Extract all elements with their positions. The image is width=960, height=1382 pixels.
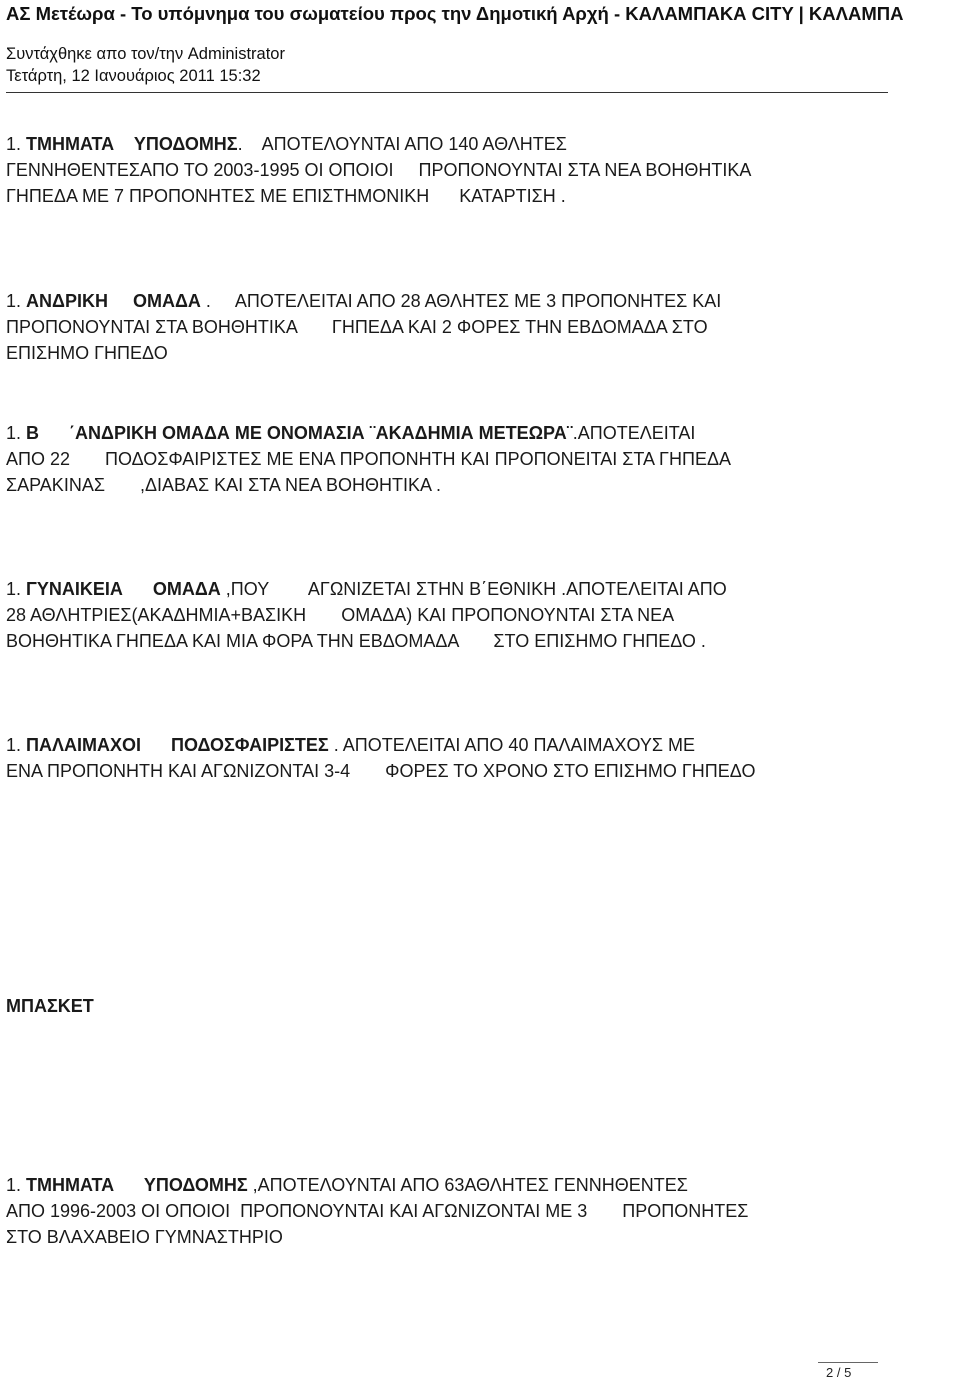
- section-academy-team: [6, 420, 906, 498]
- section-heading: ΤΜΗΜΑΤΑ ΥΠΟΔΟΜΗΣ: [26, 134, 238, 154]
- header-divider: [6, 92, 888, 93]
- document-header: [6, 0, 960, 96]
- paragraph-line: [6, 183, 906, 209]
- line-text: ,ΑΠΟΤΕΛΟΥΝΤΑΙ ΑΠΟ 63ΑΘΛΗΤΕΣ ΓΕΝΝΗΘΕΝΤΕΣ: [247, 1175, 688, 1195]
- paragraph-line: [6, 628, 906, 654]
- date-line: Τετάρτη, 12 Ιανουάριος 2011 15:32: [6, 67, 261, 85]
- paragraph-line: [6, 157, 906, 183]
- line-text: ΕΝΑ ΠΡΟΠΟΝΗΤΗ ΚΑΙ ΑΓΩΝΙΖΟΝΤΑΙ 3-4 ΦΟΡΕΣ ΤΟ ΧΡΟΝΟ ΣΤΟ ΕΠΙΣΗΜΟ ΓΗΠΕΔΟ: [6, 761, 756, 781]
- section-heading: ΠΑΛΑΙΜΑΧΟΙ ΠΟΔΟΣΦΑΙΡΙΣΤΕΣ: [26, 735, 329, 755]
- list-number: 1.: [6, 423, 27, 443]
- paragraph-line: [6, 288, 906, 314]
- paragraph-line: [6, 420, 906, 446]
- section-heading: ΓΥΝΑΙΚΕΙΑ ΟΜΑΔΑ: [26, 579, 221, 599]
- line-text: ΑΠΟ 22 ΠΟΔΟΣΦΑΙΡΙΣΤΕΣ ΜΕ ΕΝΑ ΠΡΟΠΟΝΗΤΗ ΚΑΙ ΠΡΟΠΟΝΕΙΤΑΙ ΣΤΑ ΓΗΠΕΔΑ: [6, 449, 732, 469]
- page-number: 2 / 5: [826, 1365, 852, 1380]
- paragraph-line: [6, 340, 906, 366]
- paragraph-line: [6, 576, 906, 602]
- paragraph-line: [6, 1172, 906, 1198]
- line-text: ΓΕΝΝΗΘΕΝΤΕΣΑΠΟ ΤΟ 2003-1995 ΟΙ ΟΠΟΙΟΙ ΠΡΟΠΟΝΟΥΝΤΑΙ ΣΤΑ ΝΕΑ ΒΟΗΘΗΤΙΚΑ: [6, 160, 752, 180]
- section-heading: ΤΜΗΜΑΤΑ ΥΠΟΔΟΜΗΣ: [26, 1175, 248, 1195]
- paragraph-line: [6, 602, 906, 628]
- line-text: 28 ΑΘΛΗΤΡΙΕΣ(ΑΚΑΔΗΜΙΑ+ΒΑΣΙΚΗ ΟΜΑΔΑ) ΚΑΙ ΠΡΟΠΟΝΟΥΝΤΑΙ ΣΤΑ ΝΕΑ: [6, 605, 675, 625]
- line-text: . ΑΠΟΤΕΛΕΙΤΑΙ ΑΠΟ 40 ΠΑΛΑΙΜΑΧΟΥΣ ΜΕ: [328, 735, 696, 755]
- document-title: ΑΣ Μετέωρα - Το υπόμνημα του σωματείου προς την Δημοτική Αρχή - ΚΑΛΑΜΠΑΚΑ CITY | ΚΑΛΑΜΠΑ: [6, 3, 904, 24]
- paragraph-line: [6, 472, 906, 498]
- list-number: 1.: [6, 1175, 27, 1195]
- section-basketball-infrastructure: [6, 1172, 906, 1250]
- section-heading: Β ΄ΑΝΔΡΙΚΗ ΟΜΑΔΑ ΜΕ ΟΝΟΜΑΣΙΑ ¨ΑΚΑΔΗΜΙΑ ΜΕΤΕΩΡΑ¨: [26, 423, 573, 443]
- paragraph-line: [6, 131, 906, 157]
- author-line: Συντάχθηκε απο τον/την Administrator: [6, 45, 285, 63]
- section-infrastructure-football: [6, 131, 906, 209]
- line-text: ΕΠΙΣΗΜΟ ΓΗΠΕΔΟ: [6, 343, 168, 363]
- line-text: ,ΠΟΥ ΑΓΩΝΙΖΕΤΑΙ ΣΤΗΝ Β΄ΕΘΝΙΚΗ .ΑΠΟΤΕΛΕΙΤΑΙ ΑΠΟ: [220, 579, 727, 599]
- line-text: ΓΗΠΕΔΑ ΜΕ 7 ΠΡΟΠΟΝΗΤΕΣ ΜΕ ΕΠΙΣΤΗΜΟΝΙΚΗ ΚΑΤΑΡΤΙΣΗ .: [6, 186, 566, 206]
- list-number: 1.: [6, 134, 27, 154]
- paragraph-line: [6, 446, 906, 472]
- section-veterans: [6, 732, 906, 784]
- line-text: ΠΡΟΠΟΝΟΥΝΤΑΙ ΣΤΑ ΒΟΗΘΗΤΙΚΑ ΓΗΠΕΔΑ ΚΑΙ 2 ΦΟΡΕΣ ΤΗΝ ΕΒΔΟΜΑΔΑ ΣΤΟ: [6, 317, 708, 337]
- line-text: ΣΑΡΑΚΙΝΑΣ ,ΔΙΑΒΑΣ ΚΑΙ ΣΤΑ ΝΕΑ ΒΟΗΘΗΤΙΚΑ .: [6, 475, 441, 495]
- paragraph-line: [6, 758, 906, 784]
- line-text: .ΑΠΟΤΕΛΕΙΤΑΙ: [572, 423, 696, 443]
- paragraph-line: [6, 1198, 906, 1224]
- line-text: ΒΟΗΘΗΤΙΚΑ ΓΗΠΕΔΑ ΚΑΙ ΜΙΑ ΦΟΡΑ ΤΗΝ ΕΒΔΟΜΑΔΑ ΣΤΟ ΕΠΙΣΗΜΟ ΓΗΠΕΔΟ .: [6, 631, 706, 651]
- basketball-heading: ΜΠΑΣΚΕΤ: [6, 996, 94, 1016]
- line-text: . ΑΠΟΤΕΛΟΥΝΤΑΙ ΑΠΟ 140 ΑΘΛΗΤΕΣ: [237, 134, 567, 154]
- paragraph-line: [6, 1224, 906, 1250]
- line-text: ΣΤΟ ΒΛΑΧΑΒΕΙΟ ΓΥΜΝΑΣΤΗΡΙΟ: [6, 1227, 283, 1247]
- paragraph-line: [6, 314, 906, 340]
- list-number: 1.: [6, 291, 27, 311]
- list-number: 1.: [6, 579, 27, 599]
- section-mens-team: [6, 288, 906, 366]
- list-number: 1.: [6, 735, 27, 755]
- paragraph-line: [6, 732, 906, 758]
- section-womens-team: [6, 576, 906, 654]
- line-text: ΑΠΟ 1996-2003 ΟΙ ΟΠΟΙΟΙ ΠΡΟΠΟΝΟΥΝΤΑΙ ΚΑΙ ΑΓΩΝΙΖΟΝΤΑΙ ΜΕ 3 ΠΡΟΠΟΝΗΤΕΣ: [6, 1201, 749, 1221]
- footer-divider: [818, 1362, 878, 1363]
- section-heading: ΑΝΔΡΙΚΗ ΟΜΑΔΑ: [26, 291, 201, 311]
- line-text: . ΑΠΟΤΕΛΕΙΤΑΙ ΑΠΟ 28 ΑΘΛΗΤΕΣ ΜΕ 3 ΠΡΟΠΟΝΗΤΕΣ ΚΑΙ: [200, 291, 722, 311]
